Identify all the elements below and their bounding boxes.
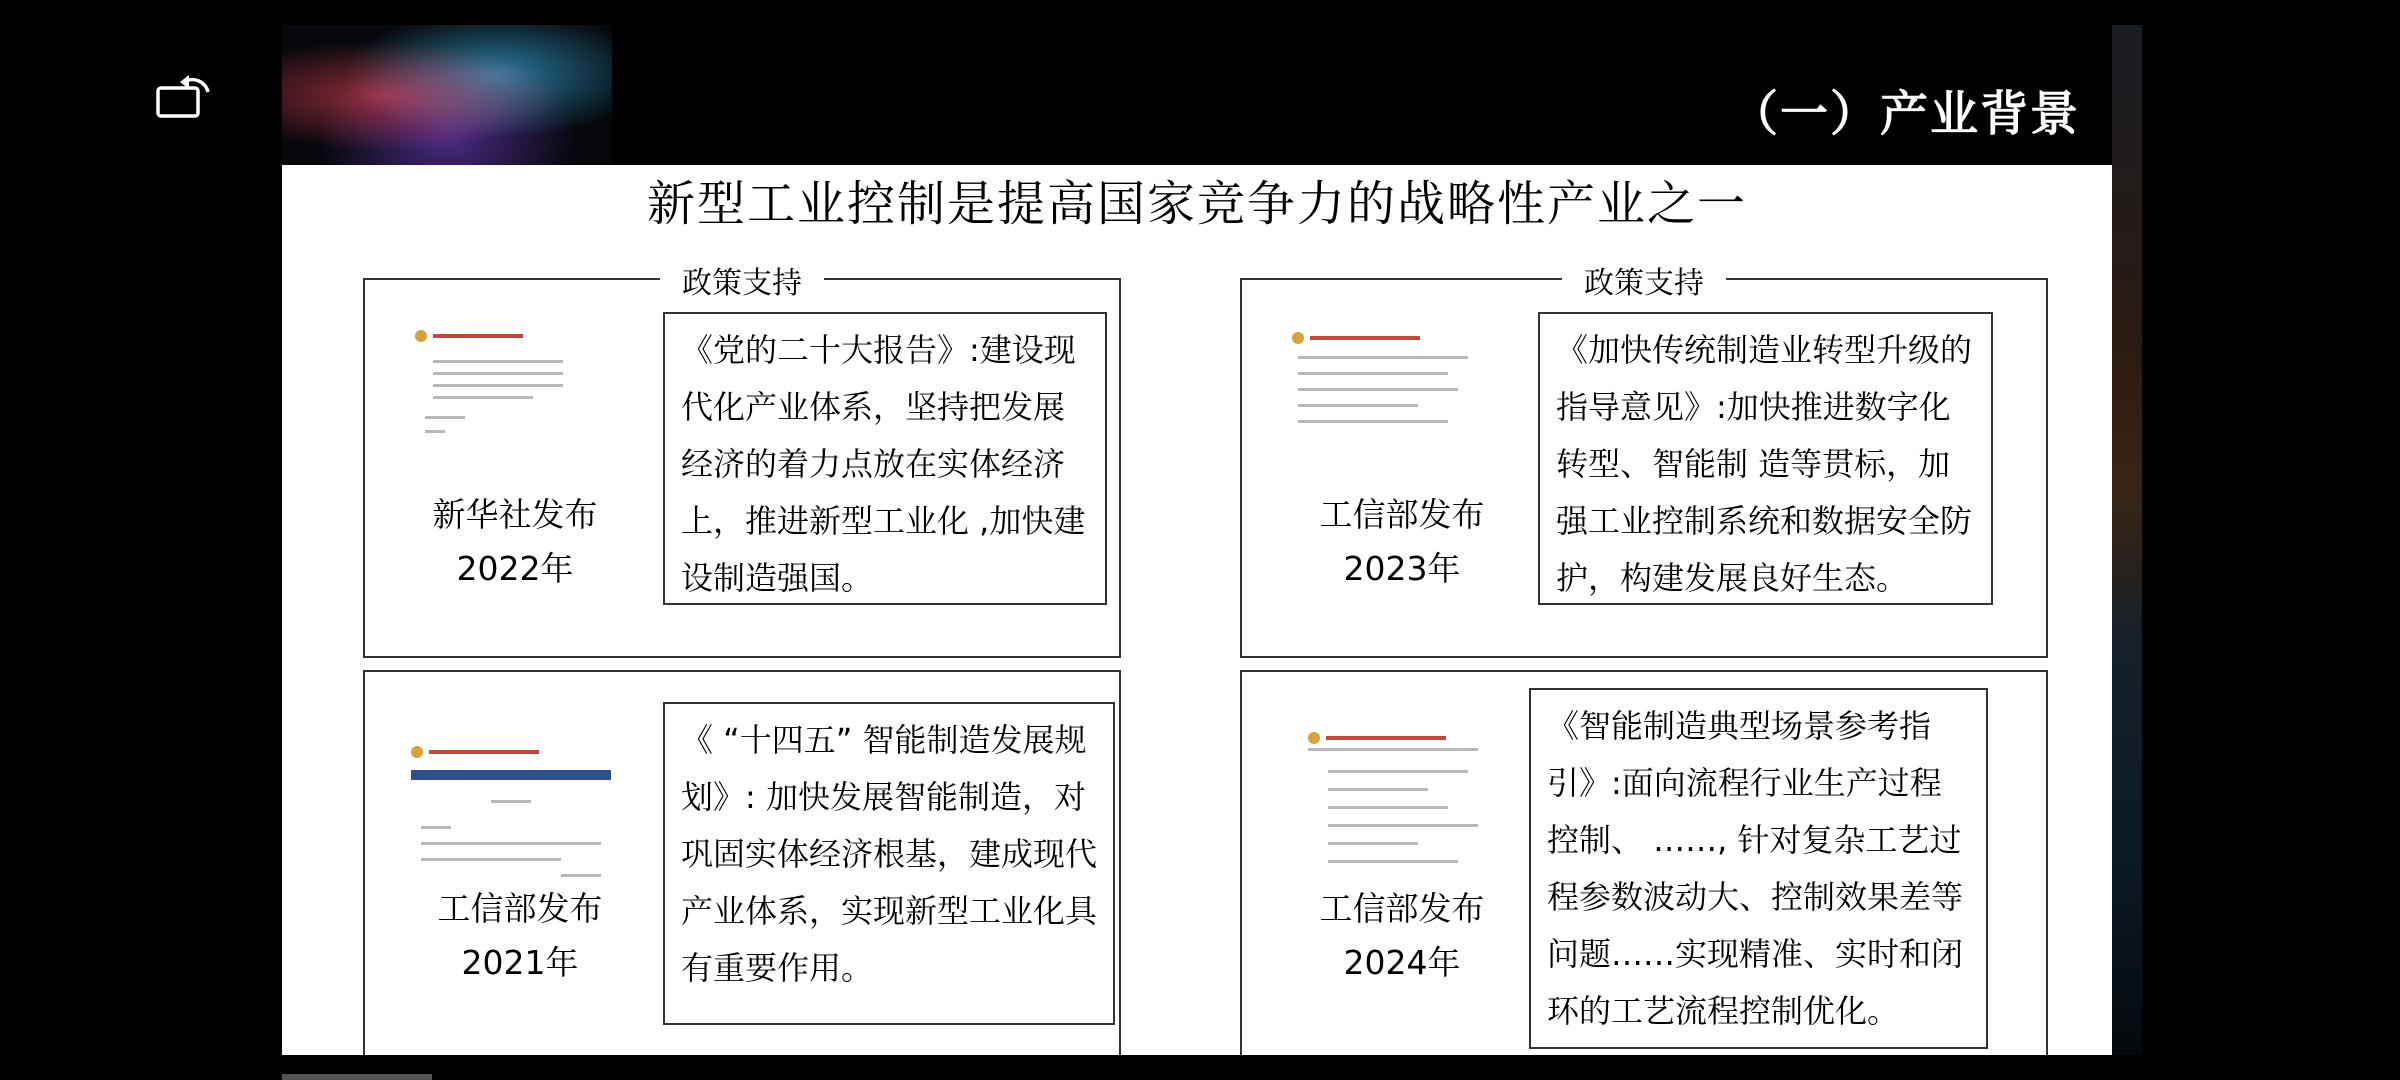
document-thumbnail — [1292, 332, 1472, 442]
issuer-info — [405, 488, 625, 596]
issuer-info — [405, 882, 635, 990]
issuer-name: 工信部发布 — [437, 889, 603, 928]
rotate-screen-button[interactable] — [150, 62, 220, 132]
background-decoration — [2112, 25, 2142, 1055]
policy-description: 《智能制造典型场景参考指引》:面向流程行业生产过程控制、 ……, 针对复杂工艺过程参数波动大、控制效果差等问题……实现精准、实时和闭环的工艺流程控制优化。 — [1529, 688, 1988, 1049]
issuer-info — [1282, 882, 1522, 990]
policy-description: 《党的二十大报告》:建设现代化产业体系，坚持把发展经济的着力点放在实体经济上，推进新型工业化 ,加快建设制造强国。 — [663, 312, 1107, 605]
document-thumbnail — [415, 330, 575, 440]
policy-card-2021 — [363, 670, 1121, 1055]
policy-card-2022 — [363, 266, 1121, 658]
section-title: （一）产业背景 — [1729, 86, 2080, 142]
issue-year: 2021年 — [461, 943, 579, 982]
policy-description: 《加快传统制造业转型升级的指导意见》:加快推进数字化转型、智能制 造等贯标，加强工业控制系统和数据安全防护，构建发展良好生态。 — [1538, 312, 1993, 605]
slide-header — [282, 25, 2112, 165]
policy-description: 《 “十四五” 智能制造发展规划》: 加快发展智能制造，对巩固实体经济根基，建成现代产业体系，实现新型工业化具有重要作用。 — [663, 702, 1115, 1025]
slide-main-title: 新型工业控制是提高国家竞争力的战略性产业之一 — [646, 176, 1747, 232]
document-thumbnail — [1308, 732, 1488, 882]
card-label: 政策支持 — [1562, 258, 1726, 302]
progress-indicator — [282, 1074, 432, 1080]
issue-year: 2022年 — [456, 549, 574, 588]
document-thumbnail — [411, 746, 621, 886]
header-decorative-image — [282, 25, 612, 165]
issue-year: 2024年 — [1343, 943, 1461, 982]
issuer-info — [1282, 488, 1522, 596]
issuer-name: 工信部发布 — [1319, 889, 1485, 928]
issuer-name: 新华社发布 — [432, 495, 598, 534]
issue-year: 2023年 — [1343, 549, 1461, 588]
rotate-screen-icon — [150, 62, 220, 132]
issuer-name: 工信部发布 — [1319, 495, 1485, 534]
policy-card-2023 — [1240, 266, 2048, 658]
policy-card-2024 — [1240, 670, 2048, 1055]
presentation-slide — [282, 25, 2112, 1055]
card-label: 政策支持 — [660, 258, 824, 302]
